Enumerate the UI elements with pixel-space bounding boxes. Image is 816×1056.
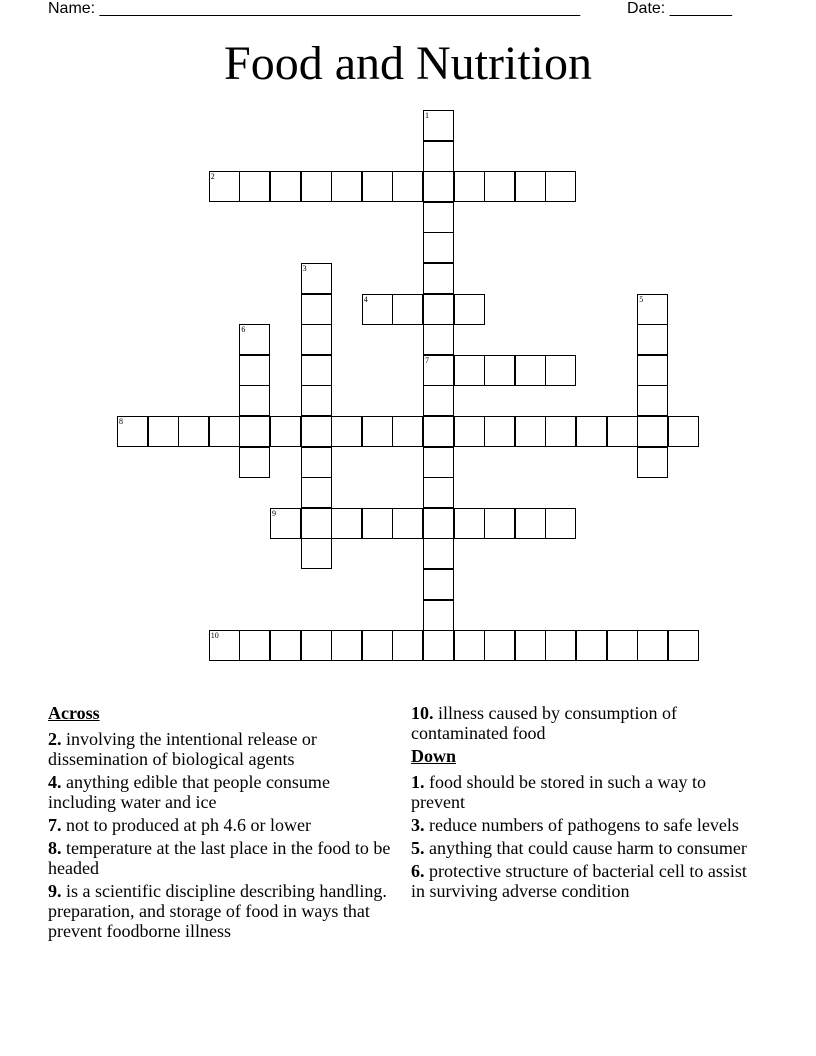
grid-cell[interactable]	[148, 416, 179, 447]
cell-number: 9	[272, 508, 276, 518]
grid-cell[interactable]	[301, 324, 332, 355]
grid-cell[interactable]	[423, 630, 454, 661]
grid-cell[interactable]	[423, 569, 454, 600]
grid-cell[interactable]	[576, 416, 607, 447]
grid-cell[interactable]	[239, 171, 270, 202]
grid-cell[interactable]	[545, 508, 576, 539]
grid-cell[interactable]	[392, 508, 423, 539]
grid-cell[interactable]	[484, 355, 515, 386]
name-field[interactable]: Name: ______________________________________________________	[48, 0, 581, 17]
grid-cell[interactable]	[239, 355, 270, 386]
clues-across-column	[48, 703, 398, 944]
grid-cell[interactable]	[270, 630, 301, 661]
clue-across-9	[48, 881, 398, 941]
grid-cell[interactable]	[423, 232, 454, 263]
clue-number: 5.	[411, 838, 425, 858]
grid-cell[interactable]	[454, 630, 485, 661]
grid-cell[interactable]	[301, 630, 332, 661]
grid-cell[interactable]	[423, 385, 454, 416]
grid-cell[interactable]	[454, 416, 485, 447]
grid-cell[interactable]	[270, 508, 301, 539]
grid-cell[interactable]	[270, 171, 301, 202]
grid-cell[interactable]	[239, 385, 270, 416]
grid-cell[interactable]	[454, 171, 485, 202]
grid-cell[interactable]	[362, 294, 393, 325]
cell-number: 2	[210, 172, 215, 182]
grid-cell[interactable]	[331, 171, 362, 202]
grid-cell[interactable]	[423, 477, 454, 508]
grid-cell[interactable]	[423, 447, 454, 478]
grid-cell[interactable]	[515, 630, 546, 661]
grid-cell[interactable]	[515, 508, 546, 539]
grid-cell[interactable]	[454, 355, 485, 386]
clue-down-1	[411, 772, 751, 812]
grid-cell[interactable]	[637, 630, 668, 661]
grid-cell[interactable]	[484, 416, 515, 447]
grid-cell[interactable]	[423, 416, 454, 447]
grid-cell[interactable]	[331, 630, 362, 661]
clue-across-2	[48, 729, 398, 769]
grid-cell[interactable]	[637, 385, 668, 416]
clue-text: temperature at the last place in the food to be headed	[48, 838, 391, 878]
grid-cell[interactable]	[331, 416, 362, 447]
cell-number: 7	[425, 355, 429, 365]
cell-number: 6	[241, 325, 246, 335]
clue-text: anything that could cause harm to consumer	[429, 838, 747, 858]
grid-cell[interactable]	[331, 508, 362, 539]
grid-cell[interactable]	[301, 538, 332, 569]
grid-cell[interactable]	[515, 355, 546, 386]
grid-cell[interactable]	[454, 294, 485, 325]
clues-down-column	[411, 703, 751, 904]
cell-number: 8	[119, 417, 123, 426]
clue-down-5	[411, 838, 751, 858]
grid-cell[interactable]	[423, 538, 454, 569]
grid-cell[interactable]	[209, 416, 240, 447]
date-field[interactable]: Date: _______	[627, 0, 732, 17]
grid-cell[interactable]	[301, 385, 332, 416]
grid-cell[interactable]	[668, 416, 699, 447]
grid-cell[interactable]	[301, 263, 332, 294]
page-title: Food and Nutrition	[224, 37, 592, 90]
clue-text: involving the intentional release or dissemination of biological agents	[48, 729, 317, 769]
grid-cell[interactable]	[392, 294, 423, 325]
grid-cell[interactable]	[423, 355, 454, 386]
grid-cell[interactable]	[637, 355, 668, 386]
clue-text: illness caused by consumption of contaminated food	[411, 703, 677, 743]
grid-cell[interactable]	[484, 630, 515, 661]
grid-cell[interactable]	[637, 294, 668, 325]
clue-number: 10.	[411, 703, 434, 723]
clue-number: 2.	[48, 729, 62, 749]
grid-cell[interactable]	[545, 171, 576, 202]
down-heading: Down	[411, 746, 457, 766]
grid-cell[interactable]	[239, 447, 270, 478]
grid-cell[interactable]	[239, 324, 270, 355]
grid-cell[interactable]	[239, 630, 270, 661]
grid-cell[interactable]	[423, 263, 454, 294]
grid-cell[interactable]	[423, 110, 454, 141]
grid-cell[interactable]	[484, 508, 515, 539]
grid-cell[interactable]	[515, 171, 546, 202]
cell-number: 1	[425, 111, 429, 120]
grid-cell[interactable]	[301, 416, 332, 447]
grid-cell[interactable]	[423, 294, 454, 325]
clue-text: is a scientific discipline describing handling. preparation, and storage of food in ways that prevent foodborne illness	[48, 881, 387, 941]
grid-cell[interactable]	[209, 630, 240, 661]
grid-cell[interactable]	[209, 171, 240, 202]
clue-down-3	[411, 815, 751, 835]
clue-number: 3.	[411, 815, 425, 835]
grid-cell[interactable]	[423, 141, 454, 172]
clue-text: reduce numbers of pathogens to safe levels	[429, 815, 739, 835]
clue-across-10	[411, 703, 751, 743]
grid-cell[interactable]	[637, 324, 668, 355]
cell-number: 10	[210, 631, 219, 641]
clue-number: 9.	[48, 881, 62, 901]
grid-cell[interactable]	[301, 447, 332, 478]
grid-cell[interactable]	[392, 171, 423, 202]
clue-across-8	[48, 838, 398, 878]
grid-cell[interactable]	[423, 508, 454, 539]
grid-cell[interactable]	[362, 630, 393, 661]
clue-text: food should be stored in such a way to prevent	[411, 772, 706, 812]
clue-number: 6.	[411, 861, 425, 881]
grid-cell[interactable]	[301, 294, 332, 325]
clue-text: not to produced at ph 4.6 or lower	[66, 815, 311, 835]
clue-number: 7.	[48, 815, 62, 835]
grid-cell[interactable]	[637, 416, 668, 447]
grid-cell[interactable]	[607, 416, 638, 447]
grid-cell[interactable]	[637, 447, 668, 478]
grid-cell[interactable]	[423, 171, 454, 202]
grid-cell[interactable]	[117, 416, 148, 447]
clue-down-6	[411, 861, 751, 901]
grid-cell[interactable]	[270, 416, 301, 447]
clue-across-7	[48, 815, 398, 835]
grid-cell[interactable]	[423, 202, 454, 233]
cell-number: 3	[302, 264, 307, 273]
cell-number: 5	[639, 294, 644, 304]
grid-cell[interactable]	[301, 171, 332, 202]
across-heading: Across	[48, 703, 100, 723]
grid-cell[interactable]	[362, 416, 393, 447]
grid-cell[interactable]	[515, 416, 546, 447]
grid-cell[interactable]	[301, 508, 332, 539]
grid-cell[interactable]	[545, 630, 576, 661]
grid-cell[interactable]	[239, 416, 270, 447]
grid-cell[interactable]	[607, 630, 638, 661]
clue-number: 4.	[48, 772, 62, 792]
grid-cell[interactable]	[545, 416, 576, 447]
grid-cell[interactable]	[484, 171, 515, 202]
clue-text: anything edible that people consume including water and ice	[48, 772, 330, 812]
grid-cell[interactable]	[545, 355, 576, 386]
grid-cell[interactable]	[668, 630, 699, 661]
grid-cell[interactable]	[423, 324, 454, 355]
grid-cell[interactable]	[454, 508, 485, 539]
grid-cell[interactable]	[392, 416, 423, 447]
grid-cell[interactable]	[301, 477, 332, 508]
grid-cell[interactable]	[362, 508, 393, 539]
grid-cell[interactable]	[178, 416, 209, 447]
cell-number: 4	[363, 294, 368, 304]
grid-cell[interactable]	[576, 630, 607, 661]
grid-cell[interactable]	[301, 355, 332, 386]
clue-across-4	[48, 772, 398, 812]
grid-cell[interactable]	[392, 630, 423, 661]
clue-number: 1.	[411, 772, 425, 792]
grid-cell[interactable]	[423, 600, 454, 631]
clue-text: protective structure of bacterial cell to assist in surviving adverse condition	[411, 861, 747, 901]
clue-number: 8.	[48, 838, 62, 858]
grid-cell[interactable]	[362, 171, 393, 202]
